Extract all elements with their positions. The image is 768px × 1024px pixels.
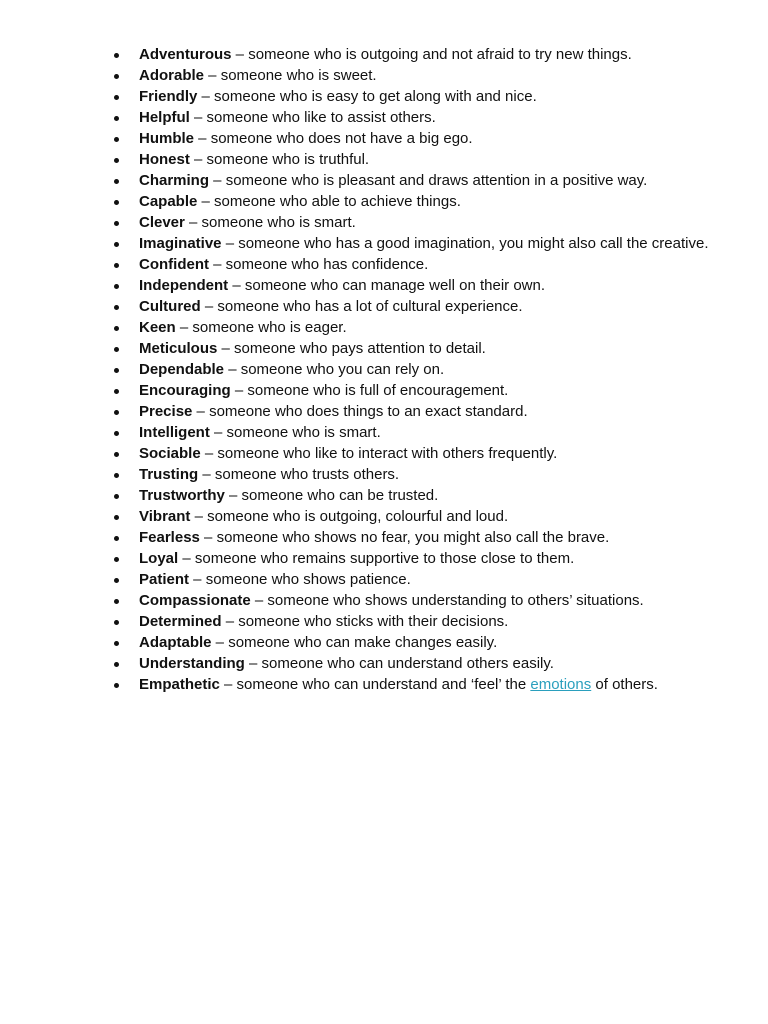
list-item (112, 233, 732, 254)
bullet-icon (114, 620, 119, 625)
trait-definition: – someone who can make changes easily. (211, 634, 498, 651)
list-item (112, 485, 732, 506)
bullet-icon (114, 368, 119, 373)
trait-definition: – someone who remains supportive to those close to them. (178, 550, 575, 567)
trait-term: Fearless (139, 529, 200, 546)
trait-definition: – someone who shows understanding to others’ situations. (250, 592, 644, 609)
list-item (112, 548, 732, 569)
list-item (112, 170, 732, 191)
trait-term: Capable (139, 193, 198, 210)
bullet-icon (114, 515, 119, 520)
trait-definition: – someone who is smart. (209, 424, 381, 441)
trait-term: Empathetic (139, 676, 220, 693)
trait-term: Adorable (139, 67, 205, 84)
list-item (112, 569, 732, 590)
bullet-icon (114, 179, 119, 184)
trait-term: Dependable (139, 361, 225, 378)
trait-term: Independent (139, 277, 229, 294)
list-item (112, 359, 732, 380)
list-item (112, 254, 732, 275)
trait-term: Loyal (139, 550, 179, 567)
trait-term: Adaptable (139, 634, 212, 651)
trait-definition: – someone who is truthful. (189, 151, 370, 168)
trait-definition: – someone who is outgoing and not afraid to try new things. (231, 46, 632, 63)
trait-definition: – someone who does things to an exact standard. (192, 403, 528, 420)
trait-term: Clever (139, 214, 185, 231)
trait-definition: – someone who can manage well on their own. (228, 277, 546, 294)
trait-term: Humble (139, 130, 195, 147)
bullet-icon (114, 662, 119, 667)
list-item (112, 632, 732, 653)
trait-term: Adventurous (139, 46, 232, 63)
bullet-icon (114, 641, 119, 646)
trait-definition: – someone who can understand others easily. (244, 655, 554, 672)
list-item (112, 443, 732, 464)
trait-definition: – someone who pays attention to detail. (217, 340, 486, 357)
list-item (112, 674, 732, 695)
trait-definition: – someone who like to assist others. (189, 109, 436, 126)
bullet-icon (114, 263, 119, 268)
trait-definition: – someone who is easy to get along with and nice. (197, 88, 537, 105)
trait-definition: – someone who can understand and ‘feel’ the (219, 676, 531, 693)
list-item (112, 317, 732, 338)
trait-term: Friendly (139, 88, 198, 105)
bullet-icon (114, 74, 119, 79)
trait-term: Determined (139, 613, 222, 630)
list-item (112, 422, 732, 443)
bullet-icon (114, 158, 119, 163)
bullet-icon (114, 578, 119, 583)
bullet-icon (114, 347, 119, 352)
trait-definition: – someone who able to achieve things. (197, 193, 461, 210)
list-item (112, 107, 732, 128)
bullet-icon (114, 389, 119, 394)
list-item (112, 338, 732, 359)
trait-definition: – someone who has confidence. (208, 256, 429, 273)
list-item (112, 611, 732, 632)
trait-definition: – someone who is sweet. (204, 67, 377, 84)
trait-list (112, 44, 732, 695)
bullet-icon (114, 410, 119, 415)
bullet-icon (114, 473, 119, 478)
trait-term: Intelligent (139, 424, 210, 441)
list-item (112, 191, 732, 212)
list-item (112, 653, 732, 674)
list-item (112, 296, 732, 317)
trait-term: Trustworthy (139, 487, 225, 504)
list-item (112, 590, 732, 611)
trait-definition-end: of others. (591, 676, 658, 693)
trait-term: Honest (139, 151, 190, 168)
list-item (112, 275, 732, 296)
trait-term: Trusting (139, 466, 199, 483)
trait-term: Precise (139, 403, 193, 420)
trait-term: Meticulous (139, 340, 218, 357)
bullet-icon (114, 95, 119, 100)
trait-definition: – someone who trusts others. (198, 466, 400, 483)
bullet-icon (114, 305, 119, 310)
emotions-link[interactable]: emotions (530, 676, 592, 693)
trait-term: Cultured (139, 298, 201, 315)
trait-term: Charming (139, 172, 210, 189)
trait-term: Understanding (139, 655, 245, 672)
trait-term: Vibrant (139, 508, 191, 525)
list-item (112, 86, 732, 107)
trait-definition: – someone who is full of encouragement. (230, 382, 509, 399)
list-item (112, 506, 732, 527)
list-item (112, 464, 732, 485)
trait-term: Encouraging (139, 382, 231, 399)
trait-definition: – someone who has a lot of cultural experience. (200, 298, 523, 315)
bullet-icon (114, 326, 119, 331)
bullet-icon (114, 200, 119, 205)
list-item (112, 128, 732, 149)
trait-term: Helpful (139, 109, 190, 126)
trait-definition: – someone who is pleasant and draws attention in a positive way. (209, 172, 648, 189)
trait-definition: – someone who is eager. (175, 319, 347, 336)
trait-term: Compassionate (139, 592, 251, 609)
list-item (112, 65, 732, 86)
bullet-icon (114, 221, 119, 226)
trait-definition: – someone who shows patience. (189, 571, 411, 588)
trait-definition: – someone who can be trusted. (224, 487, 439, 504)
bullet-icon (114, 284, 119, 289)
trait-definition: – someone who has a good imagination, you might also call the creative. (221, 235, 709, 252)
trait-term: Patient (139, 571, 190, 588)
bullet-icon (114, 53, 119, 58)
bullet-icon (114, 137, 119, 142)
trait-term: Keen (139, 319, 176, 336)
bullet-icon (114, 452, 119, 457)
trait-term: Confident (139, 256, 209, 273)
trait-definition: – someone who you can rely on. (224, 361, 445, 378)
list-item (112, 527, 732, 548)
trait-definition: – someone who shows no fear, you might also call the brave. (199, 529, 610, 546)
bullet-icon (114, 683, 119, 688)
bullet-icon (114, 431, 119, 436)
trait-term: Sociable (139, 445, 201, 462)
list-item (112, 44, 732, 65)
list-item (112, 149, 732, 170)
trait-definition: – someone who is outgoing, colourful and loud. (190, 508, 509, 525)
trait-term: Imaginative (139, 235, 222, 252)
list-item (112, 212, 732, 233)
bullet-icon (114, 599, 119, 604)
trait-definition: – someone who like to interact with others frequently. (200, 445, 558, 462)
list-item (112, 401, 732, 422)
bullet-icon (114, 536, 119, 541)
list-item (112, 380, 732, 401)
bullet-icon (114, 242, 119, 247)
trait-definition: – someone who is smart. (184, 214, 356, 231)
trait-definition: – someone who sticks with their decisions. (221, 613, 509, 630)
trait-definition: – someone who does not have a big ego. (194, 130, 473, 147)
bullet-icon (114, 116, 119, 121)
bullet-icon (114, 494, 119, 499)
bullet-icon (114, 557, 119, 562)
